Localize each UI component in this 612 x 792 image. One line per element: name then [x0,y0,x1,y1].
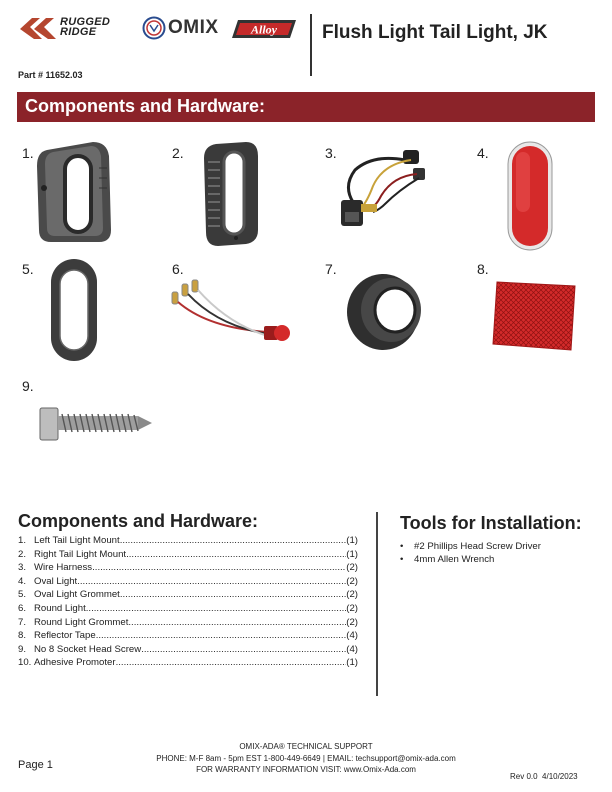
figure-label-6: 6. [172,261,184,277]
round-light-icon [168,276,294,350]
alloy-mark-icon [232,14,298,44]
list-item: 10. Adhesive Promoter ..... (1) [18,656,358,670]
left-tail-light-mount-icon [33,138,113,248]
oval-light-icon [506,140,554,252]
alloy-logo [232,14,298,44]
footer-line-3: FOR WARRANTY INFORMATION VISIT: www.Omix-Ada.com [196,765,416,774]
socket-head-screw-icon [38,404,154,442]
rugged-ridge-logo [18,14,130,42]
list-item: 5. Oval Light Grommet ..... (2) [18,588,358,602]
figure-label-2: 2. [172,145,184,161]
list-item: 4. Oval Light ..... (2) [18,575,358,589]
list-item: 3. Wire Harness ..... (2) [18,561,358,575]
rugged-text: RUGGED [60,16,111,28]
figure-label-8: 8. [477,261,489,277]
figure-label-7: 7. [325,261,337,277]
page-number: Page 1 [18,759,53,771]
figure-label-1: 1. [22,145,34,161]
list-item: 7. Round Light Grommet ..... (2) [18,616,358,630]
right-tail-light-mount-icon [200,138,262,248]
list-item: • #2 Phillips Head Screw Driver [400,541,541,552]
part-number: Part # 11652.03 [18,70,83,80]
figure-label-9: 9. [22,378,34,394]
wire-harness-icon [333,146,431,238]
components-heading: Components and Hardware: [18,511,259,531]
figure-label-4: 4. [477,145,489,161]
section-divider [376,512,378,696]
revision-date: Rev 0.0 4/10/2023 [510,772,578,781]
bullet-icon: • [400,541,404,552]
rugged-ridge-mark-icon [18,15,58,41]
footer-line-2: PHONE: M-F 8am - 5pm EST 1-800-449-6649 | EMAIL: techsupport@omix-ada.com [156,753,456,763]
section-banner [17,92,595,122]
omix-text: OMIX [168,17,219,38]
header-divider [310,14,312,76]
ridge-text: RIDGE [60,26,97,38]
list-item: 1. Left Tail Light Mount ..... (1) [18,534,358,548]
page-title: Flush Light Tail Light, JK [322,22,548,43]
alloy-text: Alloy [251,22,277,37]
tools-list [400,540,541,566]
tools-heading: Tools for Installation: [400,513,582,533]
footer-support [120,741,492,776]
components-list [18,534,358,670]
list-item: 8. Reflector Tape ..... (4) [18,629,358,643]
omix-badge-icon [142,16,166,40]
banner-title: Components and Hardware: [25,96,266,116]
list-item: 6. Round Light ..... (2) [18,602,358,616]
reflector-tape-icon [491,280,577,352]
list-item: • 4mm Allen Wrench [400,554,495,565]
bullet-icon: • [400,554,404,565]
figure-label-3: 3. [325,145,337,161]
list-item: 9. No 8 Socket Head Screw ..... (4) [18,643,358,657]
figure-label-5: 5. [22,261,34,277]
round-light-grommet-icon [343,268,425,354]
oval-light-grommet-icon [48,256,100,364]
list-item: 2. Right Tail Light Mount ..... (1) [18,548,358,562]
footer-line-1: OMIX-ADA® TECHNICAL SUPPORT [239,742,373,751]
